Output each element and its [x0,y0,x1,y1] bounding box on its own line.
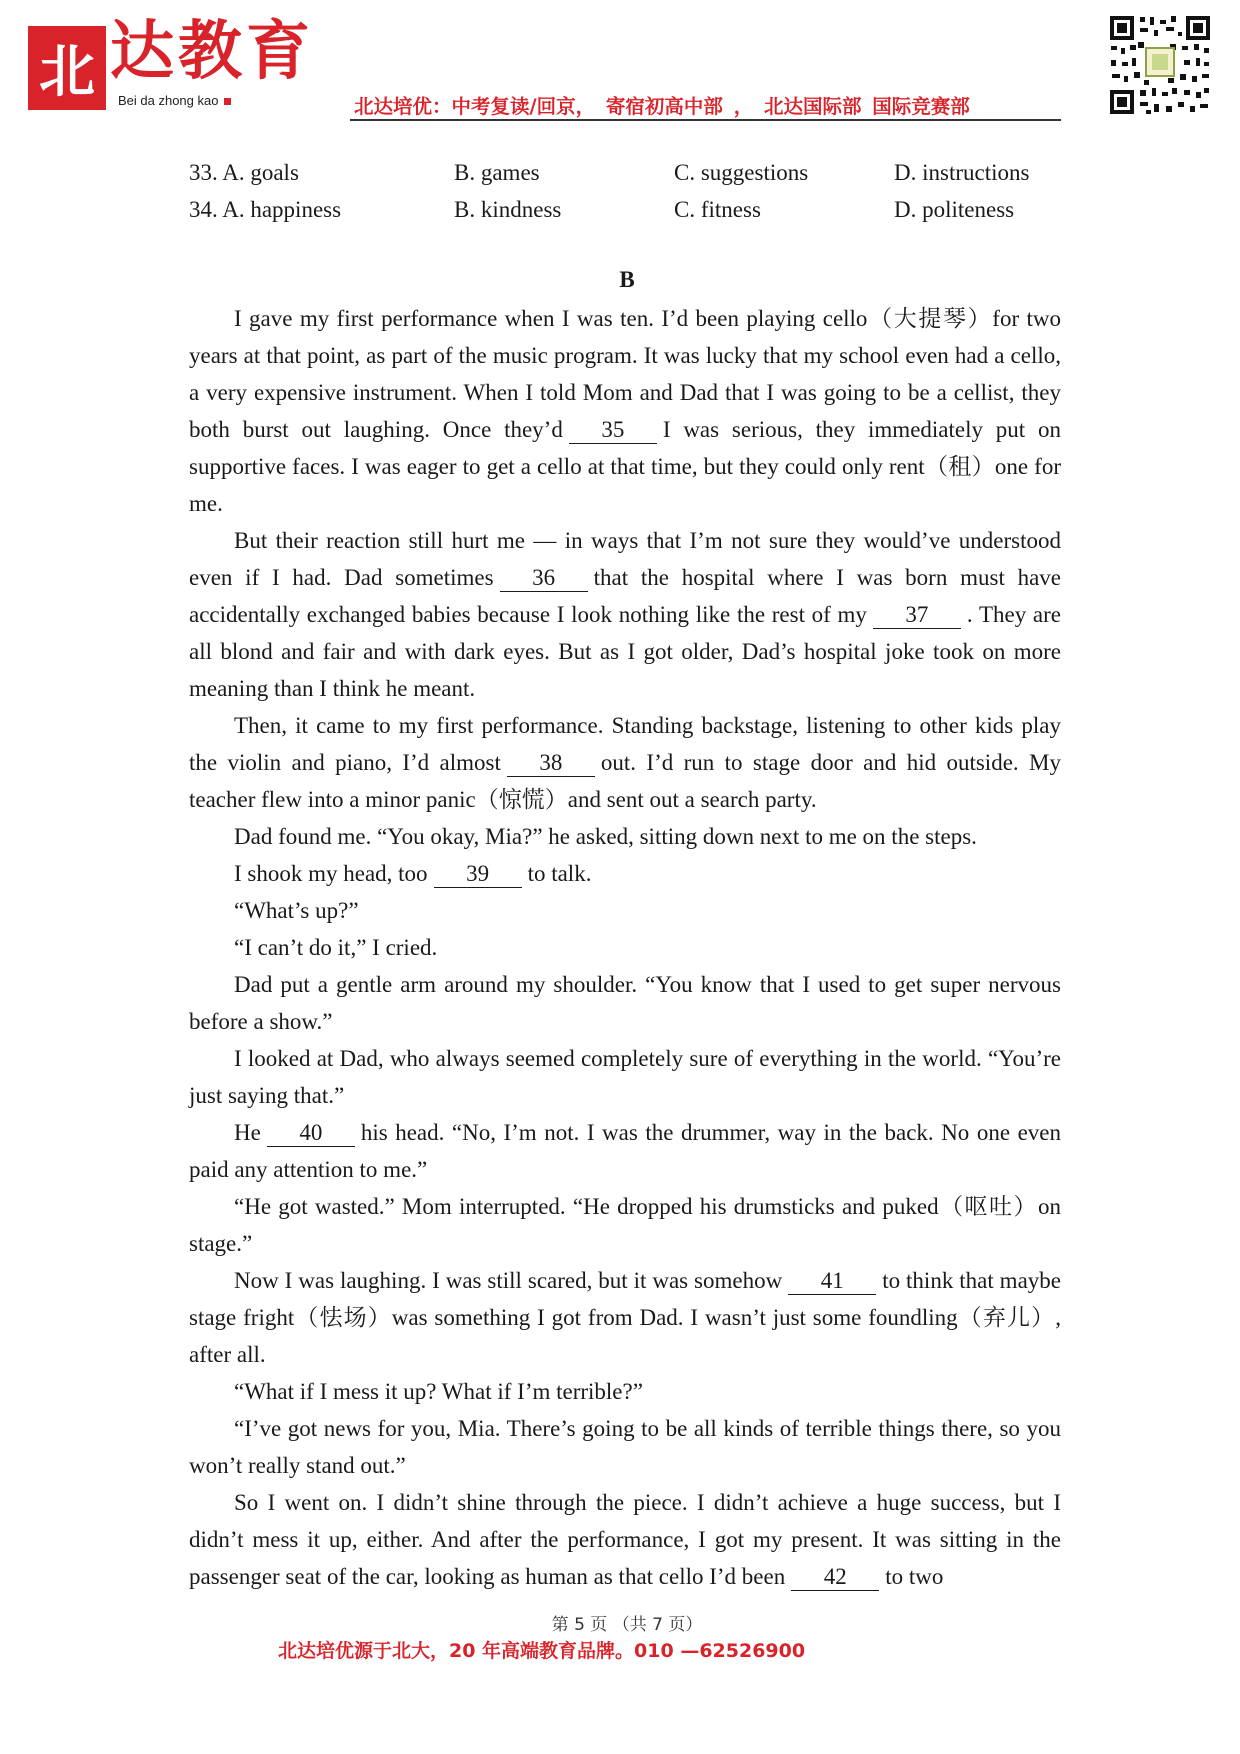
question-number: 34. [189,197,218,222]
answer-options [189,154,1069,228]
paragraph-text: He [234,1120,261,1145]
paragraph [189,1114,1061,1188]
paragraph [189,522,1061,707]
paragraph [189,1262,1061,1373]
blank-38: 38 [507,750,595,777]
logo-pinyin-text: Bei da zhong kao [118,93,219,108]
question-number: 33. [189,160,218,185]
paragraph [189,707,1061,818]
option-c: C. suggestions [674,160,809,185]
paragraph: “I’ve got news for you, Mia. There’s going to be all kinds of terrible things there, so you won’t really stand out.” [189,1416,1061,1478]
blank-37: 37 [873,602,961,629]
paragraph: I looked at Dad, who always seemed completely sure of everything in the world. “You’re just saying that.” [189,1046,1061,1108]
section-label: B [619,267,635,292]
paragraph-text: to think that maybe stage fright（怯场）was something I got from Dad. I wasn’t just some foundling（弃儿）, after all. [189,1268,1061,1367]
option-d: D. instructions [894,160,1030,185]
paragraph-text: out. I’d run to stage door and hid outside. My teacher flew into a minor panic（惊慌）and sent out a search party. [189,750,1061,812]
paragraph [189,1484,1061,1595]
qr-code-icon [1108,14,1212,116]
option-cell [189,191,454,228]
option-b: B. kindness [454,197,562,222]
paragraph-text: I was serious, they immediately put on supportive faces. I was eager to get a cello at that time, but they could only rent（租）one for me. [189,417,1062,516]
paragraph: Dad put a gentle arm around my shoulder. “You know that I used to get super nervous before a show.” [189,972,1061,1034]
paragraph-text: I gave my first performance when I was ten. I’d been playing cello（大提琴）for two years at that point, as part of the music program. It was lucky that my school even had a cello, a very expensive instrument. When I told Mom and Dad that I was going to be a cellist, they both burst out laughing. Once they’d [189,306,1061,442]
passage [189,300,1061,1595]
header-divider [350,119,1061,121]
logo-mark [28,26,106,110]
paragraph-text: that the hospital where I was born must have accidentally exchanged babies because I look nothing like the rest of my [189,565,1062,627]
paragraph: Dad found me. “You okay, Mia?” he asked, sitting down next to me on the steps. [234,824,977,849]
blank-36: 36 [500,565,588,592]
option-cell [189,154,454,191]
paragraph-text: So I went on. I didn’t shine through the piece. I didn’t achieve a huge success, but I didn’t mess it up, either. And after the performance, I got my present. It was sitting in the passenger seat of the car, looking as human as that cello I’d been [189,1490,1061,1589]
logo-pinyin [118,93,231,108]
paragraph-text: Now I was laughing. I was still scared, but it was somehow [234,1268,783,1293]
blank-41: 41 [788,1268,876,1295]
paragraph [189,300,1061,522]
header-slogan: 北达培优：中考复读/回京， 寄宿初高中部 ， 北达国际部 国际竞赛部 [354,95,970,118]
paragraph-text: to talk. [527,861,592,886]
paragraph-text: to two [885,1564,944,1589]
question-row [189,154,1069,191]
blank-35: 35 [569,417,657,444]
paragraph: “What if I mess it up? What if I’m terrible?” [234,1379,643,1404]
paragraph-text: Then, it came to my first performance. Standing backstage, listening to other kids play the violin and piano, I’d almost [189,713,1061,775]
page-number: 第 5 页 （共 7 页） [551,1615,703,1635]
option-a: A. goals [222,160,299,185]
blank-40: 40 [267,1120,355,1147]
blank-39: 39 [434,861,522,888]
option-d: D. politeness [894,197,1015,222]
logo-first-char: 北 [39,40,95,105]
paragraph: “I can’t do it,” I cried. [234,935,438,960]
paragraph: “What’s up?” [234,898,359,923]
paragraph-text: But their reaction still hurt me — in ways that I’m not sure they would’ve understood even if I had. Dad sometimes [189,528,1061,590]
paragraph [189,855,1061,892]
option-c: C. fitness [674,197,761,222]
option-b: B. games [454,160,540,185]
footer-slogan: 北达培优源于北大，20 年高端教育品牌。010 —62526900 [278,1640,806,1662]
logo-text: 达教育 [110,14,314,89]
logo-dot [224,98,231,105]
paragraph: “He got wasted.” Mom interrupted. “He dropped his drumsticks and puked（呕吐）on stage.” [189,1194,1061,1256]
paragraph-text: I shook my head, too [234,861,428,886]
question-row [189,191,1069,228]
option-a: A. happiness [222,197,342,222]
paragraph-text: his head. “No, I’m not. I was the drummer, way in the back. No one even paid any attention to me.” [189,1120,1061,1182]
blank-42: 42 [791,1564,879,1591]
paragraph-text: . They are all blond and fair and with dark eyes. But as I got older, Dad’s hospital joke took on more meaning than I think he meant. [189,602,1062,701]
